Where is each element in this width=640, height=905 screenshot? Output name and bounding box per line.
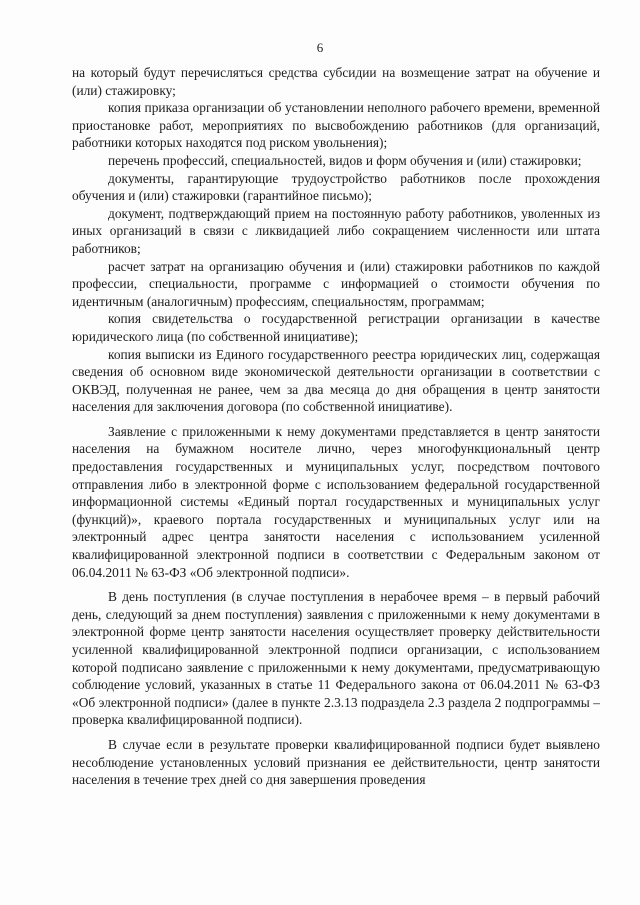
paragraph-hiring-confirmation: документ, подтверждающий прием на постоянную работу работников, уволенных из иных организаций в связи с ликвидацией либо сокращением численности или штата работников; [72, 205, 600, 256]
paragraph-application-submission: Заявление с приложенными к нему документами представляется в центр занятости населения на бумажном носителе лично, через многофункциональный центр предоставления государственных и муниципальных услуг, посредством почтового отправления либо в электронной форме с использованием федеральной государственной информационной системы «Единый портал государственных и муниципальных услуг (функций)», краевого портала государственных и муниципальных услуг или на электронный адрес центра занятости населения с использованием усиленной квалифицированной электронной подписи в соответствии с Федеральным законом от 06.04.2011 № 63-ФЗ «Об электронной подписи». [72, 423, 600, 580]
paragraph-cost-calculation: расчет затрат на организацию обучения и (или) стажировки работников по каждой профессии, специальности, программе с информацией о стоимости обучения по идентичным (аналогичным) профессиям, специальностям, программам; [72, 258, 600, 309]
paragraph-verification-failure: В случае если в результате проверки квалифицированной подписи будет выявлено несоблюдение установленных условий признания ее действительности, центр занятости населения в течение трех дней со дня завершения проведения [72, 736, 600, 788]
paragraph-guarantee-documents: документы, гарантирующие трудоустройство работников после прохождения обучения и (или) стажировки (гарантийное письмо); [72, 170, 600, 204]
paragraph-registration-certificate: копия свидетельства о государственной регистрации организации в качестве юридического лица (по собственной инициативе); [72, 311, 600, 344]
document-body [72, 64, 600, 789]
paragraph-registry-extract: копия выписки из Единого государственного реестра юридических лиц, содержащая сведения об основном виде экономической деятельности организации в соответствии с ОКВЭД, полученная не ранее, чем за два месяца до дня обращения в центр занятости населения для заключения договора (по собственной инициативе). [72, 346, 600, 415]
paragraph-continuation: на который будут перечисляться средства субсидии на возмещение затрат на обучение и (или) стажировку; [72, 65, 600, 98]
paragraph-order-copy: копия приказа организации об установлении неполного рабочего времени, временной приостановке работ, мероприятиях по высвобождению работников (для организаций, работники которых находятся под риском увольнения); [72, 100, 600, 151]
page-number: 6 [316, 40, 324, 55]
paragraph-professions-list: перечень профессий, специальностей, видов и форм обучения и (или) стажировки; [108, 152, 582, 168]
paragraph-signature-verification: В день поступления (в случае поступления в нерабочее время – в первый рабочий день, следующий за днем поступления) заявления с приложенными к нему документами в электронной форме центр занятости населения осуществляет проверку действительности усиленной квалифицированной электронной подписи организации, с использованием которой подписано заявление с приложенными к нему документами, предусматривающую соблюдение условий, указанных в статье 11 Федерального закона от 06.04.2011 № 63-ФЗ «Об электронной подписи» (далее в пункте 2.3.13 подраздела 2.3 раздела 2 подпрограммы – проверка квалифицированной подписи). [72, 589, 600, 728]
